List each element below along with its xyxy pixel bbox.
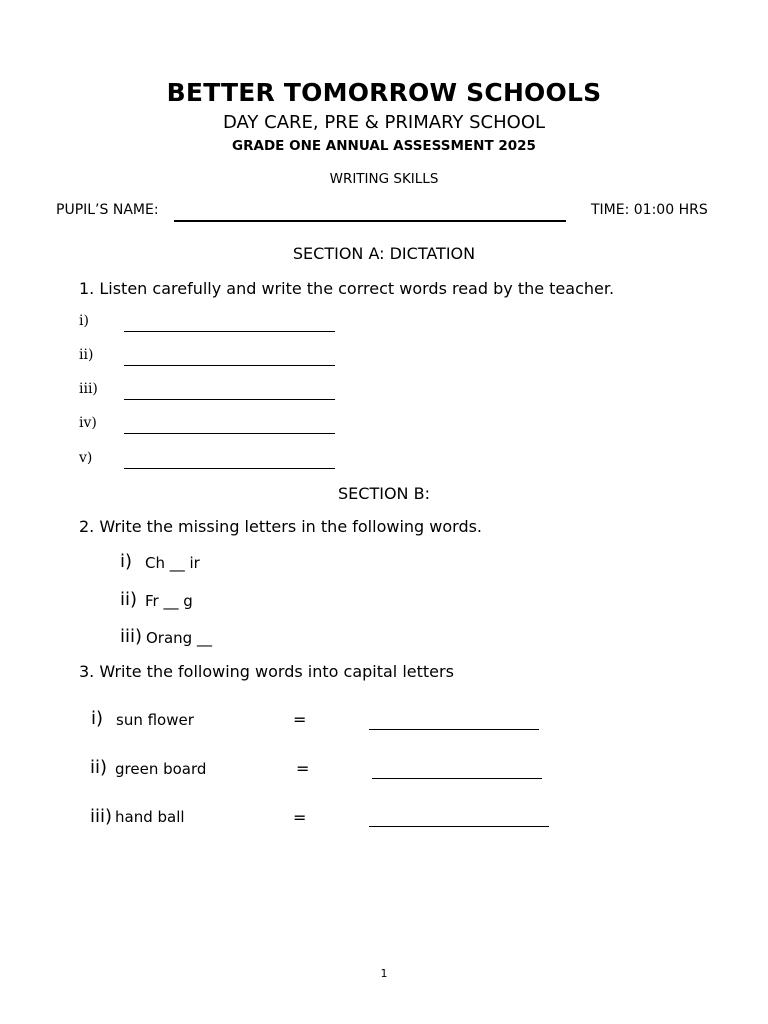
capital-item-1-blank [369, 729, 539, 730]
dictation-item-2-blank [124, 365, 335, 366]
time-allowed: TIME: 01:00 HRS [591, 202, 708, 218]
section-a-heading: SECTION A: DICTATION [292, 244, 476, 263]
capital-item-3-number: iii) [90, 806, 113, 827]
page-number: 1 [380, 967, 388, 980]
capital-item-2-equals: = [296, 759, 310, 778]
dictation-item-5-blank [124, 468, 335, 469]
question-3: 3. Write the following words into capital letters [79, 662, 454, 681]
capital-item-2-number: ii) [90, 757, 108, 778]
missing-letter-item-2-number: ii) [120, 589, 138, 610]
pupil-name-label: PUPIL’S NAME: [56, 202, 159, 218]
dictation-item-5-number: v) [79, 450, 93, 466]
capital-item-2-word: green board [115, 760, 207, 778]
question-1: 1. Listen carefully and write the correct words read by the teacher. [79, 279, 615, 298]
capital-item-3-word: hand ball [115, 808, 185, 826]
dictation-item-2-number: ii) [79, 347, 94, 363]
capital-item-2-blank [372, 778, 542, 779]
dictation-item-1-blank [124, 331, 335, 332]
dictation-item-1-number: i) [79, 313, 89, 329]
dictation-item-3-blank [124, 399, 335, 400]
capital-item-1-number: i) [91, 708, 104, 729]
capital-item-1-word: sun flower [116, 711, 194, 729]
missing-letter-item-2-word: Fr __ g [145, 592, 193, 610]
missing-letter-item-3-word: Orang __ [146, 629, 212, 647]
capital-item-3-equals: = [293, 808, 307, 827]
capital-item-1-equals: = [293, 710, 307, 729]
question-2: 2. Write the missing letters in the following words. [79, 517, 483, 536]
dictation-item-4-number: iv) [79, 415, 97, 431]
capital-item-3-blank [369, 826, 549, 827]
missing-letter-item-1-number: i) [120, 551, 133, 572]
section-b-heading: SECTION B: [338, 484, 430, 503]
dictation-item-3-number: iii) [79, 381, 98, 397]
school-name: BETTER TOMORROW SCHOOLS [166, 78, 602, 107]
paper-title: WRITING SKILLS [329, 171, 439, 187]
missing-letter-item-1-word: Ch __ ir [145, 554, 200, 572]
school-subtitle: DAY CARE, PRE & PRIMARY SCHOOL [222, 112, 546, 133]
pupil-name-line [174, 220, 566, 222]
assessment-title: GRADE ONE ANNUAL ASSESSMENT 2025 [232, 138, 536, 154]
dictation-item-4-blank [124, 433, 335, 434]
missing-letter-item-3-number: iii) [120, 626, 143, 647]
